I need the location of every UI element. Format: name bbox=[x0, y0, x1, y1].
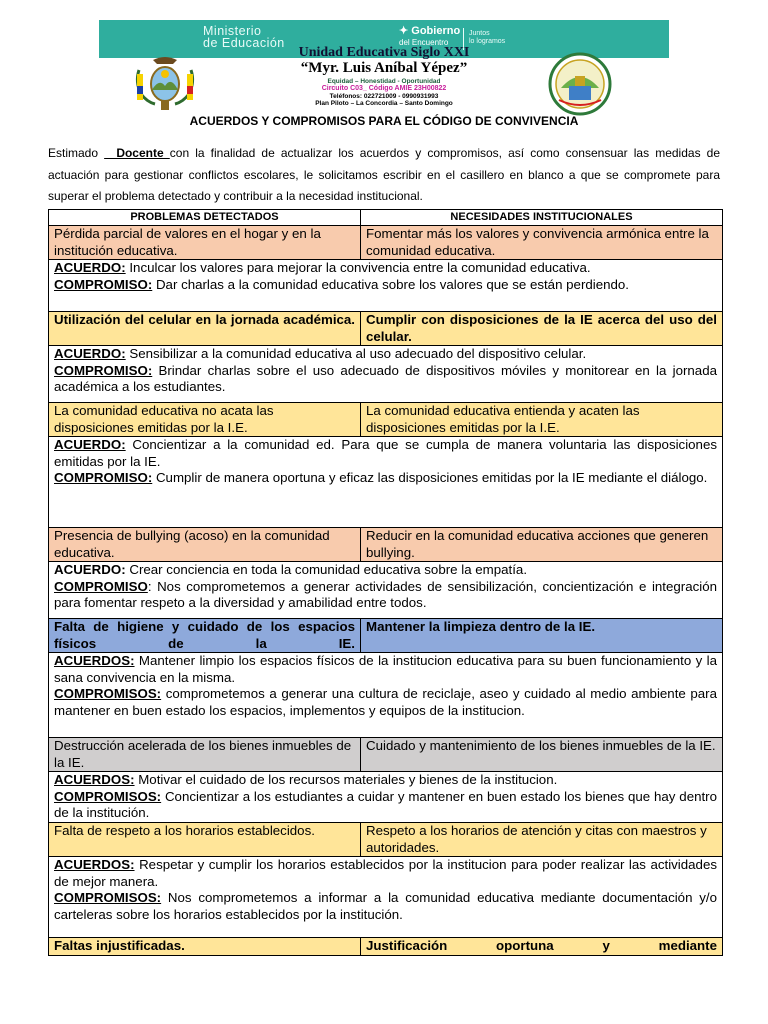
compromiso-text: comprometemos a generar una cultura de reciclaje, aseo y cuidado al medio ambiente para mantener en buen estado los espacios, implementos y equipos de la institucion. bbox=[54, 686, 717, 718]
acuerdo-label: ACUERDO: bbox=[54, 346, 126, 361]
school-emblem-icon bbox=[545, 52, 615, 116]
header-problems: PROBLEMAS DETECTADOS bbox=[49, 210, 361, 226]
compromiso-label: COMPROMISOS: bbox=[54, 686, 162, 701]
gov-brand-text: Gobierno bbox=[411, 25, 461, 37]
values-line: Equidad – Honestidad - Oportunidad bbox=[327, 78, 441, 85]
problem-row bbox=[49, 312, 723, 346]
agreement-row bbox=[49, 260, 723, 312]
problem-row bbox=[49, 619, 723, 653]
ministry-logo-text: Ministerio de Educación bbox=[203, 24, 285, 50]
compromiso-text: Brindar charlas sobre el uso adecuado de dispositivos móviles y monitorear en la jornada académica a los estudiantes. bbox=[54, 362, 717, 394]
problem-cell: Pérdida parcial de valores en el hogar y en la institución educativa. bbox=[49, 226, 361, 260]
plan-line: Plan Piloto – La Concordia – Santo Domingo bbox=[315, 100, 453, 107]
problem-cell: Faltas injustificadas. bbox=[49, 938, 361, 956]
compromiso-text: Concientizar a los estudiantes a cuidar y mantener en buen estado los bienes que hay dentro de la institución. bbox=[54, 788, 717, 820]
problem-row bbox=[49, 226, 723, 260]
problem-cell: Presencia de bullying (acoso) en la comunidad educativa. bbox=[49, 528, 361, 562]
agreement-cell bbox=[49, 437, 723, 528]
acuerdo-label: ACUERDOS: bbox=[54, 857, 135, 872]
acuerdo-text: Inculcar los valores para mejorar la convivencia entre la comunidad educativa. bbox=[125, 260, 591, 275]
agreement-row bbox=[49, 772, 723, 823]
agreement-row bbox=[49, 437, 723, 528]
compromiso-text: : Nos comprometemos a generar actividades de sensibilización, concientización e integración para fomentar respeto a la diversidad y amabilidad entre todos. bbox=[54, 578, 717, 610]
document-title: ACUERDOS Y COMPROMISOS PARA EL CÓDIGO DE CONVIVENCIA bbox=[189, 114, 579, 128]
intro-prefix: Estimado bbox=[48, 146, 105, 160]
compromiso-text: Cumplir de manera oportuna y eficaz las disposiciones emitidas por la IE mediante el diálogo. bbox=[152, 470, 708, 485]
gov-sub-text: del Encuentro bbox=[399, 38, 449, 47]
intro-docente: Docente bbox=[104, 146, 170, 160]
need-cell: Respeto a los horarios de atención y citas con maestros y autoridades. bbox=[361, 823, 723, 857]
acuerdo-label: ACUERDOS: bbox=[54, 772, 135, 787]
need-cell: Cuidado y mantenimiento de los bienes inmuebles de la IE. bbox=[361, 738, 723, 772]
acuerdo-label: ACUERDO: bbox=[54, 562, 126, 577]
need-cell: Justificación oportuna y mediante bbox=[361, 938, 723, 956]
agreement-row bbox=[49, 562, 723, 619]
acuerdo-text: Motivar el cuidado de los recursos materiales y bienes de la institucion. bbox=[134, 772, 558, 787]
acuerdo-text: Mantener limpio los espacios físicos de la institucion educativa para su buen funcionamiento y la sana convivencia en la misma. bbox=[54, 653, 717, 685]
acuerdo-label: ACUERDO: bbox=[54, 437, 126, 452]
acuerdo-text: Respetar y cumplir los horarios establecidos por la institucion para poder realizar las actividades de mejor manera. bbox=[54, 857, 717, 889]
compromiso-label: COMPROMISO: bbox=[54, 362, 153, 378]
need-cell: Reducir en la comunidad educativa acciones que generen bullying. bbox=[361, 528, 723, 562]
header-banner bbox=[99, 20, 669, 118]
agreement-row bbox=[49, 346, 723, 403]
header-needs: NECESIDADES INSTITUCIONALES bbox=[361, 210, 723, 226]
problem-cell: Falta de higiene y cuidado de los espacios físicos de la IE. bbox=[49, 619, 361, 653]
agreement-row bbox=[49, 653, 723, 738]
table-header-row bbox=[49, 210, 723, 226]
agreement-cell bbox=[49, 653, 723, 738]
acuerdo-label: ACUERDOS: bbox=[54, 653, 135, 668]
need-cell: La comunidad educativa entienda y acaten las disposiciones emitidas por la I.E. bbox=[361, 403, 723, 437]
compromiso-label: COMPROMISOS: bbox=[54, 890, 162, 905]
school-patron: “Myr. Luis Aníbal Yépez” bbox=[300, 60, 468, 76]
problem-cell: La comunidad educativa no acata las disposiciones emitidas por la I.E. bbox=[49, 403, 361, 437]
intro-text: con la finalidad de actualizar los acuerdos y compromisos, así como consensuar las medidas de actuación para gestionar conflictos escolares, le solicitamos escribir en el casillero en blanco a que se compromete para superar el problema detectado y contribuir a la necesidad institucional. bbox=[48, 146, 721, 203]
need-cell: Cumplir con disposiciones de la IE acerca del uso del celular. bbox=[361, 312, 723, 346]
problem-row bbox=[49, 823, 723, 857]
agreement-cell bbox=[49, 260, 723, 312]
compromiso-text: Dar charlas a la comunidad educativa sobre los valores que se están perdiendo. bbox=[152, 276, 630, 292]
need-cell: Fomentar más los valores y convivencia armónica entre la comunidad educativa. bbox=[361, 226, 723, 260]
gov-tagline: Juntos lo logramos bbox=[469, 30, 506, 45]
problem-row bbox=[49, 403, 723, 437]
problem-cell: Utilización del celular en la jornada académica. bbox=[49, 312, 361, 346]
acuerdo-text: Concientizar a la comunidad ed. Para que se cumpla de manera voluntaria las disposiciones emitidas por la IE. bbox=[54, 437, 717, 469]
gov-star-icon: ✦ bbox=[399, 25, 412, 37]
phones-line: Teléfonos: 022721009 - 0990931993 bbox=[329, 92, 439, 100]
agreement-cell bbox=[49, 562, 723, 619]
need-cell: Mantener la limpieza dentro de la IE. bbox=[361, 619, 723, 653]
acuerdo-text: Sensibilizar a la comunidad educativa al uso adecuado del dispositivo celular. bbox=[125, 346, 587, 361]
problem-cell: Destrucción acelerada de los bienes inmuebles de la IE. bbox=[49, 738, 361, 772]
intro-paragraph bbox=[48, 143, 720, 208]
problem-cell: Falta de respeto a los horarios establecidos. bbox=[49, 823, 361, 857]
agreement-row bbox=[49, 857, 723, 938]
agreements-table bbox=[48, 209, 723, 956]
compromiso-label: COMPROMISO: bbox=[54, 276, 153, 292]
acuerdo-text: Crear conciencia en toda la comunidad educativa sobre la empatía. bbox=[125, 562, 528, 577]
problem-row bbox=[49, 938, 723, 956]
agreement-cell bbox=[49, 857, 723, 938]
problem-row bbox=[49, 738, 723, 772]
problem-row bbox=[49, 528, 723, 562]
agreement-cell bbox=[49, 772, 723, 823]
school-name: Unidad Educativa Siglo XXI bbox=[298, 45, 470, 60]
compromiso-label: COMPROMISO: bbox=[54, 470, 153, 485]
compromiso-label: COMPROMISO bbox=[54, 578, 148, 594]
agreement-cell bbox=[49, 346, 723, 403]
ecuador-coat-of-arms-icon bbox=[133, 56, 197, 116]
compromiso-label: COMPROMISOS: bbox=[54, 788, 162, 804]
compromiso-text: Nos comprometemos a informar a la comunidad educativa mediante documentación y/o carteleras sobre los horarios establecidos por la institución. bbox=[54, 890, 717, 922]
acuerdo-label: ACUERDO: bbox=[54, 260, 126, 275]
circuit-line: Circuito C03_ Código AMIE 23H00822 bbox=[321, 85, 447, 92]
